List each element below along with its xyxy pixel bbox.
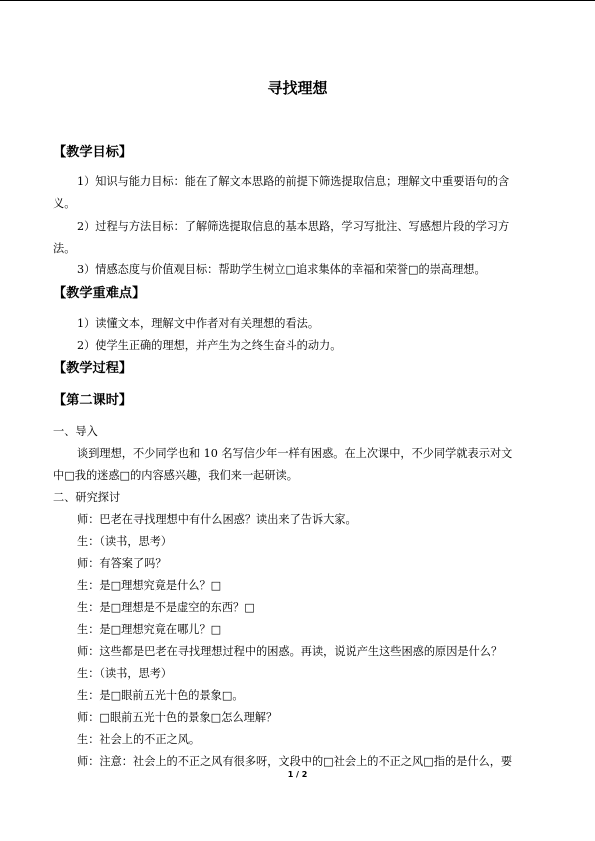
subsection-heading-intro: 一、导入: [53, 425, 98, 438]
goal-line: 2）过程与方法目标：了解筛选提取信息的基本思路，学习写批注、写感想片段的学习方: [77, 220, 510, 233]
page-number: 1 / 2: [287, 770, 308, 779]
dialogue-line: 生：是□理想究竟是什么？□: [77, 579, 222, 592]
dialogue-line: 师：□眼前五光十色的景象□怎么理解？: [77, 711, 278, 724]
dialogue-line: 生：（读书，思考）: [77, 667, 173, 680]
goal-line: 义。: [53, 197, 76, 210]
section-heading-lesson: 【第二课时】: [53, 393, 133, 408]
goal-line: 3）情感态度与价值观目标：帮助学生树立□追求集体的幸福和荣誉□的崇高理想。: [77, 263, 486, 276]
page-top-border: [0, 0, 595, 1]
goal-line: 法。: [53, 242, 76, 255]
dialogue-line: 生：是□眼前五光十色的景象□。: [77, 689, 244, 702]
section-heading-key-points: 【教学重难点】: [53, 286, 146, 301]
dialogue-line: 生：（读书，思考）: [77, 535, 173, 548]
dialogue-line: 师：巴老在寻找理想中有什么困惑？读出来了告诉大家。: [77, 513, 357, 526]
dialogue-line: 师：注意：社会上的不正之风有很多呀，文段中的□社会上的不正之风□指的是什么，要: [77, 755, 513, 768]
dialogue-line: 师：这些都是巴老在寻找理想过程中的困惑。再读，说说产生这些困惑的原因是什么？: [77, 645, 503, 658]
section-heading-process: 【教学过程】: [53, 361, 133, 376]
intro-line: 谈到理想，不少同学也和 10 名写信少年一样有困惑。在上次课中，不少同学就表示对文: [77, 447, 513, 460]
dialogue-line: 生：是□理想是不是虚空的东西？□: [77, 601, 255, 614]
key-point-line: 2）使学生正确的理想，并产生为之终生奋斗的动力。: [77, 339, 342, 352]
goal-line: 1）知识与能力目标：能在了解文本思路的前提下筛选提取信息；理解文中重要语句的含: [77, 175, 510, 188]
section-heading-goals: 【教学目标】: [53, 145, 133, 160]
dialogue-line: 师：有答案了吗？: [77, 557, 167, 570]
key-point-line: 1）读懂文本，理解文中作者对有关理想的看法。: [77, 317, 320, 330]
subsection-heading-discussion: 二、研究探讨: [53, 491, 121, 504]
dialogue-line: 生：是□理想究竟在哪儿？□: [77, 623, 222, 636]
dialogue-line: 生：社会上的不正之风。: [77, 733, 201, 746]
page-title: 寻找理想: [267, 79, 328, 97]
intro-line: 中□我的迷惑□的内容感兴趣，我们来一起研读。: [53, 469, 298, 482]
